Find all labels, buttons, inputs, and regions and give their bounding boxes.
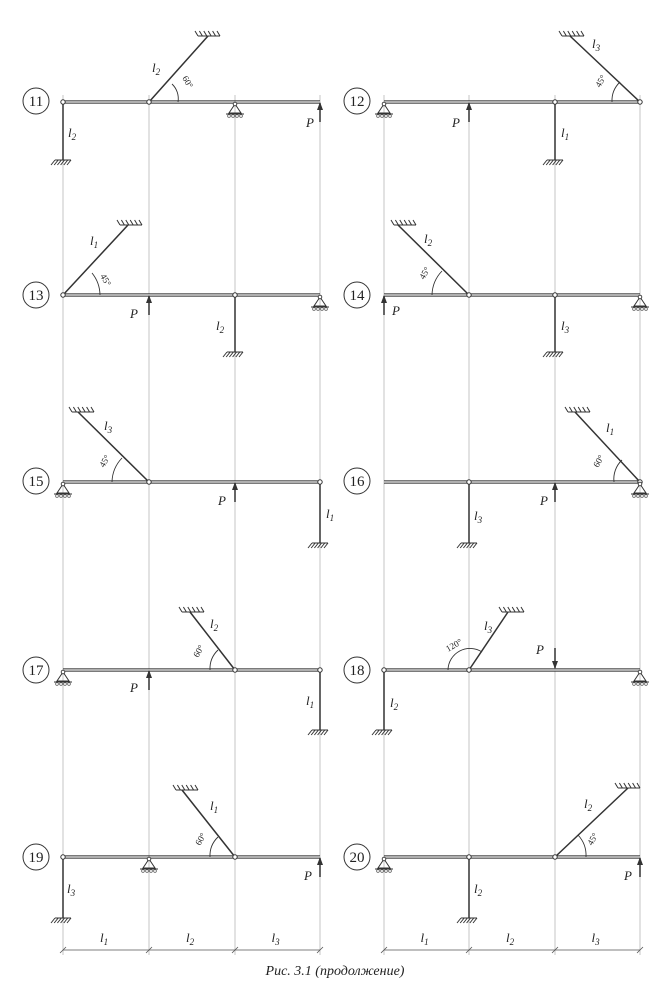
rod-length-label: $l_3$ (104, 418, 113, 435)
fixed-support-hatch (543, 160, 563, 165)
rod-length-label: $l_2$ (474, 881, 483, 898)
hinge (233, 668, 237, 672)
rod-length-label: $l_2$ (584, 796, 593, 813)
angle-label: 60° (180, 74, 196, 90)
hinge (467, 668, 471, 672)
force-p (129, 670, 152, 695)
scheme-16 (344, 407, 649, 548)
scheme-number (344, 657, 370, 683)
inclined-rod (182, 790, 235, 857)
scheme-number (23, 88, 49, 114)
hinge (61, 855, 65, 859)
angle-label: 45° (417, 265, 433, 281)
hinge (61, 100, 65, 104)
force-p (535, 642, 558, 669)
force-label: P (130, 680, 138, 695)
rod-length-label: $l_2$ (216, 318, 225, 335)
hinge (467, 293, 471, 297)
rod-length-label: $l_1$ (326, 506, 335, 523)
fixed-support-hatch (308, 730, 328, 735)
hinge (553, 100, 557, 104)
dimension-label: $l_3$ (271, 930, 280, 947)
scheme-number-text: 13 (28, 288, 44, 304)
scheme-number-text: 14 (349, 288, 365, 304)
hinge (553, 855, 557, 859)
scheme-number-text: 16 (349, 474, 365, 490)
scheme-12 (344, 31, 642, 165)
force-label: P (540, 493, 548, 508)
rod-length-label: $l_1$ (561, 125, 570, 142)
angle-label: 45° (593, 73, 609, 89)
angle-label: 60° (191, 643, 207, 659)
force-label: P (452, 115, 460, 130)
fixed-support-hatch (499, 607, 524, 612)
rod-length-label: $l_1$ (306, 693, 315, 710)
force-label: P (392, 303, 400, 318)
rod-length-label: $l_2$ (68, 125, 77, 142)
dimension-label: $l_3$ (591, 930, 600, 947)
scheme-number-text: 11 (28, 94, 44, 110)
scheme-number-text: 15 (28, 474, 44, 490)
force-label: P (306, 115, 314, 130)
fixed-support-hatch (117, 220, 142, 225)
angle-label: 45° (97, 453, 113, 469)
fixed-support-hatch (69, 407, 94, 412)
scheme-18 (344, 607, 649, 735)
rod-length-label: $l_2$ (424, 231, 433, 248)
fixed-support-hatch (51, 160, 71, 165)
hinge (61, 293, 65, 297)
hinge (318, 668, 322, 672)
rod-length-label: $l_1$ (90, 233, 99, 250)
inclined-rod (570, 36, 640, 102)
scheme-number (344, 88, 370, 114)
rod-length-label: $l_3$ (474, 508, 483, 525)
hinge (147, 480, 151, 484)
scheme-number (23, 657, 49, 683)
angle-label: 60° (193, 831, 209, 847)
force-p (381, 295, 400, 318)
fixed-support-hatch (615, 783, 640, 788)
hinge (467, 480, 471, 484)
hinge (467, 855, 471, 859)
inclined-rod (63, 225, 128, 295)
scheme-15 (23, 407, 334, 548)
fixed-support-hatch (391, 220, 416, 225)
hinge (147, 100, 151, 104)
hinge (382, 668, 386, 672)
dimension-label: $l_1$ (420, 930, 429, 947)
fixed-support-hatch (223, 352, 243, 357)
fixed-support-hatch (559, 31, 584, 36)
scheme-number (23, 468, 49, 494)
hinge (233, 293, 237, 297)
force-label: P (130, 306, 138, 321)
force-label: P (218, 493, 226, 508)
scheme-19 (23, 785, 323, 923)
angle-label: 60° (591, 453, 607, 469)
fixed-support-hatch (195, 31, 220, 36)
scheme-13 (23, 220, 329, 357)
fixed-support-hatch (179, 607, 204, 612)
scheme-number-text: 18 (349, 663, 365, 679)
fixed-support-hatch (565, 407, 590, 412)
fixed-support-hatch (457, 543, 477, 548)
scheme-20 (344, 783, 643, 923)
scheme-number (23, 844, 49, 870)
angle-label: 120° (444, 636, 464, 654)
force-label: P (624, 868, 632, 883)
rod-length-label: $l_3$ (592, 36, 601, 53)
scheme-number-text: 20 (349, 850, 365, 866)
fixed-support-hatch (308, 543, 328, 548)
dimension-line-left (60, 930, 323, 953)
rod-length-label: $l_3$ (484, 618, 493, 635)
fixed-support-hatch (457, 918, 477, 923)
scheme-11 (23, 31, 323, 165)
rod-length-label: $l_1$ (606, 420, 615, 437)
hinge (638, 100, 642, 104)
scheme-17 (23, 607, 328, 735)
scheme-number (344, 844, 370, 870)
hinge (318, 480, 322, 484)
fixed-support-hatch (173, 785, 198, 790)
angle-label: 45° (98, 272, 114, 288)
scheme-number-text: 19 (28, 850, 44, 866)
dimension-label: $l_1$ (100, 930, 109, 947)
scheme-number (344, 468, 370, 494)
fixed-support-hatch (543, 352, 563, 357)
guide-lines (63, 95, 640, 955)
dimension-label: $l_2$ (186, 930, 195, 947)
rod-length-label: $l_2$ (210, 616, 219, 633)
figure-caption: Рис. 3.1 (продолжение) (265, 964, 405, 979)
dimension-line-right (381, 930, 643, 953)
scheme-number-text: 12 (349, 94, 365, 110)
rod-length-label: $l_1$ (210, 798, 219, 815)
fixed-support-hatch (51, 918, 71, 923)
force-p (129, 295, 152, 321)
force-label: P (536, 642, 544, 657)
rod-length-label: $l_2$ (390, 695, 399, 712)
rod-length-label: $l_2$ (152, 60, 161, 77)
dimension-label: $l_2$ (506, 930, 515, 947)
angle-label: 45° (585, 831, 601, 847)
rod-length-label: $l_3$ (67, 881, 76, 898)
scheme-number-text: 17 (28, 663, 44, 679)
scheme-number (23, 282, 49, 308)
hinge (233, 855, 237, 859)
scheme-number (344, 282, 370, 308)
hinge (553, 293, 557, 297)
inclined-rod (469, 612, 508, 670)
rod-length-label: $l_3$ (561, 318, 570, 335)
force-label: P (304, 868, 312, 883)
scheme-14 (344, 220, 649, 357)
fixed-support-hatch (372, 730, 392, 735)
